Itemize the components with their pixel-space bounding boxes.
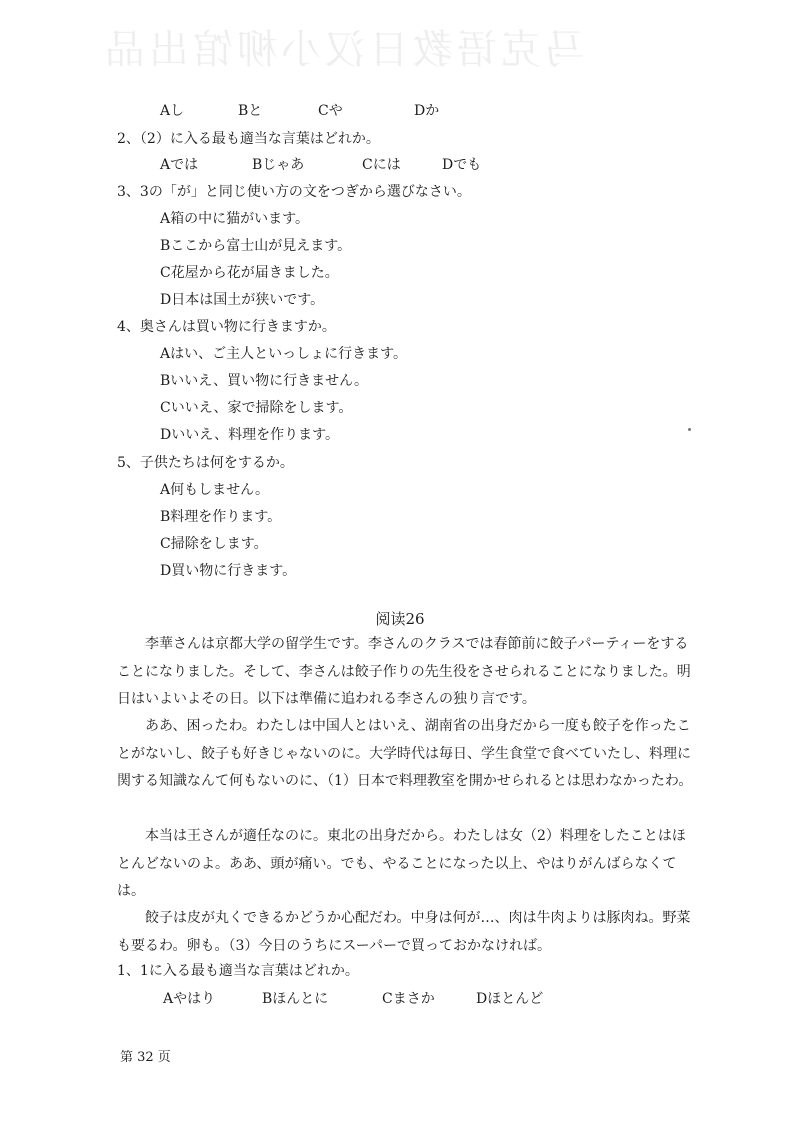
q2-option-c: Cには	[362, 157, 401, 173]
scan-speck	[688, 428, 691, 431]
q4-option-a: Aはい、ご主人といっしょに行きます。	[160, 346, 407, 362]
option-a: Aし	[160, 103, 185, 119]
reading-paragraph-1: 李華さんは京都大学の留学生です。李さんのクラスでは春節前に餃子パーティーをすることになりました。そして、李さんは餃子作りの先生役をさせられることになりました。明日はいよいよその日。以下は準備に追われる李さんの独り言です。	[117, 636, 691, 707]
question-4: 4、奥さんは買い物に行きますか。	[117, 319, 336, 335]
watermark: 马克语教日汉小柳馆出品	[101, 27, 585, 73]
q3-option-d: D日本は国土が狭いです。	[160, 292, 325, 308]
rq1-option-b: Bほんとに	[262, 991, 329, 1007]
q5-option-c: C掃除をします。	[160, 536, 268, 552]
rq1-option-a: Aやはり	[163, 991, 216, 1007]
q3-option-c: C花屋から花が届きました。	[160, 265, 339, 281]
reading-paragraph-2: ああ、困ったわ。わたしは中国人とはいえ、湖南省の出身だから一度も餃子を作ったことがないし、餃子も好きじゃないのに。大学時代は毎日、学生食堂で食べていたし、料理に関する知識なんて何もないのに、（1）日本で料理教室を開かせられるとは思わなかったわ。	[117, 718, 693, 789]
question-3: 3、3の「が」と同じ使い方の文をつぎから選びなさい。	[117, 184, 471, 200]
option-d: Dか	[414, 103, 440, 119]
reading-question-1: 1、1に入る最も適当な言葉はどれか。	[117, 963, 359, 979]
option-b: Bと	[238, 103, 263, 119]
q3-option-b: Bここから富士山が見えます。	[160, 238, 352, 254]
question-5: 5、子供たちは何をするか。	[117, 455, 294, 471]
q2-option-d: Dでも	[442, 157, 482, 173]
reading-paragraph-3: 本当は王さんが適任なのに。東北の出身だから。わたしは女（2）料理をしたことはほとんどないのよ。ああ、頭が痛い。でも、やることになった以上、やはりがんばらなくては。	[117, 828, 686, 899]
reading-title: 阅读26	[375, 610, 425, 628]
q5-option-a: A何もしません。	[160, 482, 269, 498]
q5-option-b: B料理を作ります。	[160, 509, 282, 525]
q4-option-c: Cいいえ、家で掃除をします。	[160, 400, 353, 416]
option-c: Cや	[318, 103, 343, 119]
question-2: 2、（2）に入る最も適当な言葉はどれか。	[117, 131, 380, 147]
rq1-option-c: Cまさか	[382, 991, 435, 1007]
q2-option-a: Aでは	[160, 157, 199, 173]
page-number: 第 32 页	[120, 1050, 171, 1065]
q5-option-d: D買い物に行きます。	[160, 563, 297, 579]
q4-option-d: Dいいえ、料理を作ります。	[160, 427, 339, 443]
q2-option-b: Bじゃあ	[252, 157, 305, 173]
q3-option-a: A箱の中に猫がいます。	[160, 211, 309, 227]
reading-paragraph-4: 餃子は皮が丸くできるかどうか心配だわ。中身は何が…、肉は牛肉よりは豚肉ね。野菜も要るわ。卵も。（3）今日のうちにスーパーで買っておかなければ。	[117, 910, 691, 954]
rq1-option-d: Dほとんど	[476, 991, 544, 1007]
q4-option-b: Bいいえ、買い物に行きません。	[160, 373, 368, 389]
